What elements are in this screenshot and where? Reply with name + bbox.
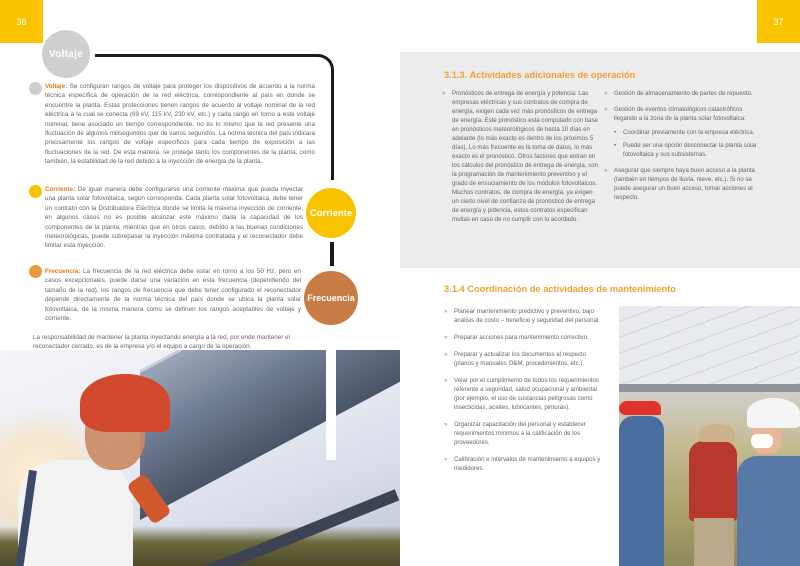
corriente-circle: Corriente: [306, 188, 356, 238]
list-item-text: Gestión de eventos climatológicos catastróficos llegando a la zona de la planta solar fotovoltaica:: [614, 106, 746, 122]
section-313-list-col2: [604, 89, 764, 209]
responsabilidad-paragraph: La responsabilidad de mantener la planta inyectando energía a la red, por ende mantener el reconectador cerrado, es de la empresa y/o el equipo a cargo de la operación.: [33, 334, 290, 351]
frecuencia-lead: Frecuencia:: [45, 268, 81, 275]
white-hat: [747, 398, 800, 428]
page-number: 36: [0, 0, 43, 43]
voltaje-lead: Voltaje:: [45, 83, 68, 90]
voltaje-bullet-dot: [29, 82, 42, 95]
red-cap: [619, 401, 661, 415]
page-number: 37: [757, 0, 800, 43]
corriente-text: De igual manera debe configurarse una corriente máxima que pueda inyectar una planta solar fotovoltaica, según corresponda. Cada planta solar fotovoltaica, debe tener un contrato con la Distribuidora Eléctrica donde se limita la máxima inyección de corriente, en algunos casos no es posible alcanzar este máximo dada la capacidad de los componentes de la planta, mientras que en otros casos, debido a las buenas condiciones meteorológicas, puede sobrepasar la inyección máxima contratada y el reconectador debe limitar esta inyección.: [45, 186, 303, 250]
page-37: [400, 0, 800, 566]
list-item: » Organizar capacitación del personal y establecer requerimientos mínimos a la calificación de los proveedores.: [444, 420, 604, 447]
timeline-gap: [326, 180, 336, 188]
sublist-item: • Puede ser una opción desconectar la planta solar fotovoltaica y sus subsistemas.: [614, 141, 764, 159]
list-item: » Preparar y actualizar los documentos al respecto (planos y manuales O&M, procedimientos, etc.).: [444, 350, 604, 368]
sublist-item: • Coordinar previamente con la empresa eléctrica.: [614, 128, 764, 137]
frecuencia-bullet-dot: [29, 265, 42, 278]
corriente-lead: Corriente:: [45, 186, 76, 193]
frecuencia-text: La frecuencia de la red eléctrica debe estar en torno a los 50 Hz, pero en casos excepcionales, puede darse una variación en esta frecuencia (dependiendo del tamaño de la red), los rangos de frecuencia que debe tener configurado el reconectador depende directamente de la norma técnica del país donde se ubica la planta solar fotovoltaica, de la misma manera como se definen los rangos aceptables de voltaje y corriente.: [45, 268, 301, 323]
list-item: » Pronósticos de entrega de energía y potencia: Las empresas eléctricas y sus contratos de compra de energía, exigen cada vez más pronósticos de entrega de energía. Este pronóstico está computado con base en pronósticos meteorológicos de hasta 10 días en adelante (lo más exacto es dentro de los próximos 5 días). Lo más frecuente es la toma de datos, lo más exacto es el pronóstico. Otros factores que entran en los cálculos del pronóstico de entrega de energía, son la programación de mantenimiento preventivo y el grado de ensuciamiento de los módulos fotovoltaicos. Muchos contratos, de compra de energía, ya exigen un cierto nivel de confianza de pronóstico de entrega de energía y potencia, estos contratos especifican multas en caso de no cumplir con lo acordado.: [442, 89, 598, 224]
list-item: » Gestión de almacenamiento de partes de repuesto.: [604, 89, 764, 98]
support-beam: [619, 384, 800, 392]
corriente-bullet-dot: [29, 185, 42, 198]
voltaje-paragraph: [45, 82, 315, 167]
person-legs: [694, 518, 734, 566]
corriente-paragraph: [45, 185, 303, 251]
voltaje-circle: Voltaje: [42, 30, 90, 78]
list-item: » Calibración e intervalos de mantenimiento a equipos y medidores.: [444, 455, 604, 473]
section-314-list: [444, 307, 604, 481]
section-314-title: 3.1.4 Coordinación de actividades de mantenimiento: [444, 284, 676, 294]
person-blue-shirt-right: [737, 456, 800, 566]
list-item: » Planear mantenimiento predictivo y preventivo, bajo análisis de costo – beneficio y seguridad del personal.: [444, 307, 604, 325]
section-313-title: 3.1.3. Actividades adicionales de operación: [444, 70, 636, 80]
list-item: » Preparar acciones para mantenimiento correctivo.: [444, 333, 604, 342]
face-mask: [751, 434, 773, 448]
solar-panel-underside: [619, 306, 800, 391]
list-item: [604, 105, 764, 159]
frecuencia-paragraph: [45, 267, 301, 323]
list-item: » Asegurar que siempre haya buen acceso a la planta (también en tiempos de lluvia, nieve, etc.). Si no se puede asegurar un buen acceso, tomar acciones al respecto.: [604, 166, 764, 202]
section-313-list-col1: [442, 89, 598, 231]
list-item: » Velar por el cumplimiento de todos los requerimientos referente a seguridad, salud ocupacional y ambiental (por ejemplo, el uso de sustancias peligrosas como insecticidas, aceites, lubricantes, pinturas).: [444, 376, 604, 412]
beige-cap: [699, 424, 735, 442]
person-blue-shirt-left: [619, 416, 664, 566]
person-red-shirt: [689, 441, 737, 521]
frecuencia-circle: Frecuencia: [304, 271, 358, 325]
timeline-segment: [330, 241, 334, 267]
voltaje-text: Se configuran rangos de voltaje para proteger los dispositivos de acuerdo a la norma técnica específica de operación de la red eléctrica, correspondiente al país en donde se encuentre la planta. Estas protecciones tienen rangos de acuerdo al voltaje nominal de la red eléctrica a la cual se conecta (69 kV, 115 kV, 230 kV, etc.) y cada rango en torno a este voltaje nominal, tiene asociado un tiempo correspondiente, no es lo mismo que la red presente una fluctuación de algunos milisegundos que de varios segundos. La norma técnica del país indicara precisamente los rangos de voltaje específicos para cada tiempo de exposición a las fluctuaciones de la red. De esta manera, se protege tanto los componentes de la planta, como también, la estabilidad de la red debido a la inyección de energía de la planta.: [45, 83, 315, 166]
sublist: [614, 128, 764, 159]
timeline-gap: [326, 330, 336, 460]
maintenance-team-photo: [619, 306, 800, 566]
